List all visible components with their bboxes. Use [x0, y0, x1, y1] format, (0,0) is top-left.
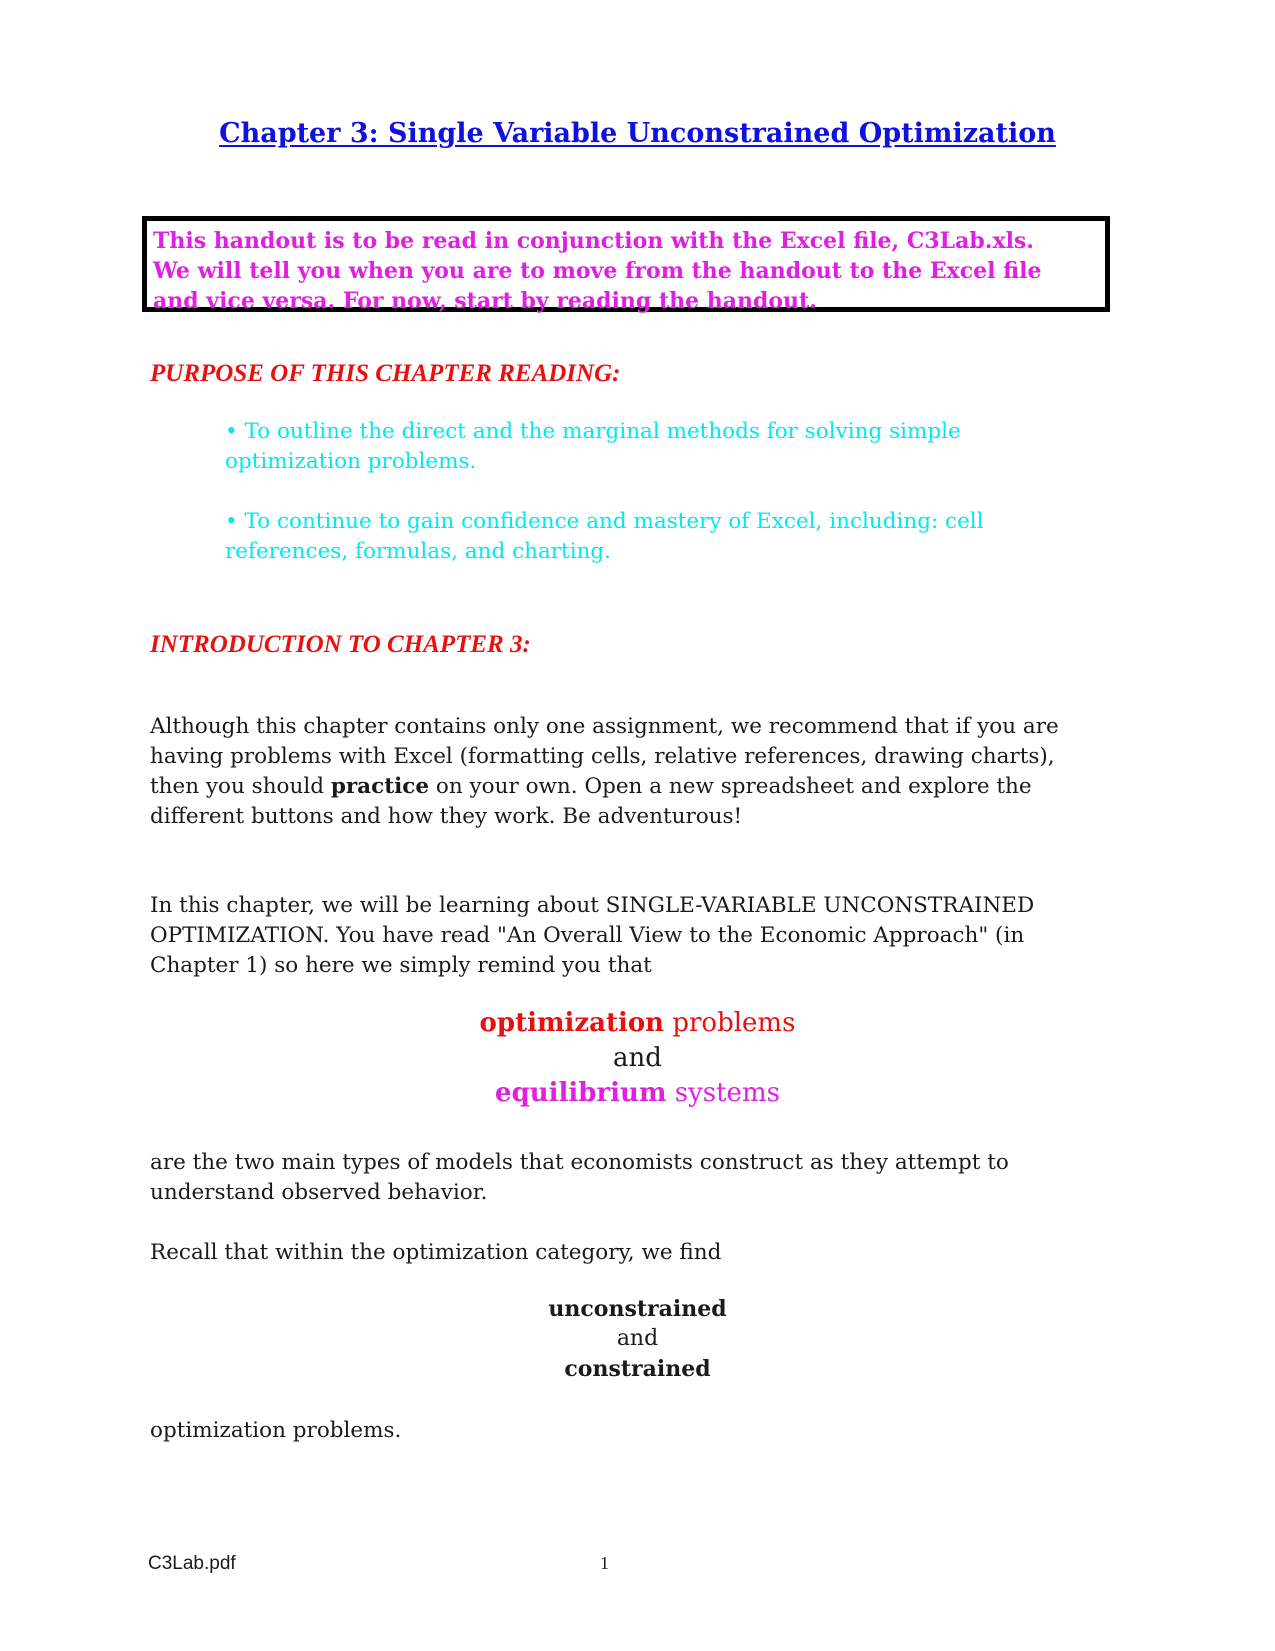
- paragraph-line: In this chapter, we will be learning about SINGLE-VARIABLE UNCONSTRAINED: [150, 893, 1035, 918]
- bullet-text: To outline the direct and the marginal methods for solving simple: [237, 419, 961, 444]
- equilibrium-emphasis: equilibrium: [495, 1078, 667, 1108]
- footer-page-number: 1: [600, 1553, 609, 1573]
- notice-line-3: and vice versa. For now, start by reading the handout.: [153, 288, 817, 314]
- optimization-problems-line: [0, 1008, 1275, 1038]
- purpose-bullet-2: [225, 507, 1085, 567]
- and-line-2: and: [616, 1326, 659, 1351]
- intro-paragraph-4: Recall that within the optimization category, we find: [150, 1240, 722, 1265]
- intro-paragraph-3: [150, 1148, 1130, 1208]
- purpose-bullet-1: [225, 417, 1085, 477]
- intro-paragraph-5: optimization problems.: [150, 1418, 402, 1443]
- intro-paragraph-1: [150, 712, 1130, 832]
- paragraph-line: Although this chapter contains only one assignment, we recommend that if you are: [150, 714, 1059, 739]
- paragraph-line: having problems with Excel (formatting cells, relative references, drawing charts),: [150, 744, 1055, 769]
- footer-filename: C3Lab.pdf: [148, 1553, 236, 1574]
- text-run: then you should: [150, 774, 331, 799]
- bullet-text-continued: optimization problems.: [225, 449, 477, 474]
- purpose-heading: PURPOSE OF THIS CHAPTER READING:: [150, 360, 621, 387]
- practice-emphasis: practice: [330, 774, 430, 799]
- notice-box: [142, 216, 1110, 312]
- constrained-label: constrained: [564, 1356, 711, 1382]
- paragraph-line: understand observed behavior.: [150, 1180, 488, 1205]
- bullet-marker-icon: •: [225, 509, 238, 534]
- paragraph-line: OPTIMIZATION. You have read "An Overall View to the Economic Approach" (in: [150, 923, 1025, 948]
- bullet-marker-icon: •: [225, 419, 238, 444]
- text-run: problems: [664, 1008, 796, 1038]
- bullet-text: To continue to gain confidence and mastery of Excel, including: cell: [237, 509, 984, 534]
- text-run: systems: [666, 1078, 780, 1108]
- and-line: and: [613, 1043, 662, 1073]
- page-title: Chapter 3: Single Variable Unconstrained Optimization: [219, 118, 1056, 149]
- notice-line-2: We will tell you when you are to move from the handout to the Excel file: [153, 258, 1042, 284]
- optimization-emphasis: optimization: [479, 1008, 665, 1038]
- intro-paragraph-2: [150, 891, 1130, 981]
- paragraph-line: are the two main types of models that economists construct as they attempt to: [150, 1150, 1009, 1175]
- paragraph-line: Chapter 1) so here we simply remind you that: [150, 953, 652, 978]
- unconstrained-label: unconstrained: [548, 1296, 727, 1322]
- paragraph-line: different buttons and how they work. Be adventurous!: [150, 804, 743, 829]
- text-run: on your own. Open a new spreadsheet and explore the: [429, 774, 1032, 799]
- equilibrium-systems-line: [0, 1078, 1275, 1108]
- introduction-heading: INTRODUCTION TO CHAPTER 3:: [150, 631, 531, 658]
- notice-line-1: This handout is to be read in conjunction with the Excel file, C3Lab.xls.: [153, 228, 1034, 254]
- bullet-text-continued: references, formulas, and charting.: [225, 539, 612, 564]
- paragraph-line: [150, 772, 1130, 802]
